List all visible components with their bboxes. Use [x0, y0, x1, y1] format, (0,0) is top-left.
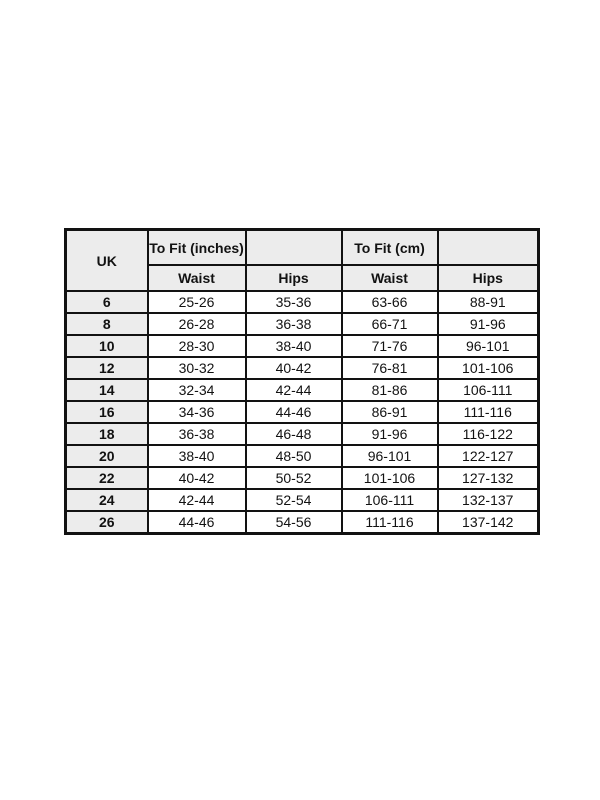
hips-cm-cell: 88-91 [438, 291, 539, 313]
uk-size-cell: 20 [66, 445, 148, 467]
header-to-fit-cm: To Fit (cm) [342, 230, 438, 266]
hips-inches-cell: 54-56 [246, 511, 342, 533]
table-row [66, 445, 539, 467]
waist-inches-cell: 40-42 [148, 467, 246, 489]
hips-inches-cell: 52-54 [246, 489, 342, 511]
hips-cm-cell: 106-111 [438, 379, 539, 401]
hips-inches-cell: 46-48 [246, 423, 342, 445]
waist-inches-cell: 26-28 [148, 313, 246, 335]
waist-inches-cell: 38-40 [148, 445, 246, 467]
waist-inches-cell: 28-30 [148, 335, 246, 357]
uk-size-cell: 26 [66, 511, 148, 533]
uk-size-cell: 22 [66, 467, 148, 489]
table-row [66, 291, 539, 313]
size-chart-table [64, 228, 540, 535]
waist-inches-cell: 32-34 [148, 379, 246, 401]
hips-cm-cell: 91-96 [438, 313, 539, 335]
hips-cm-cell: 132-137 [438, 489, 539, 511]
hips-cm-cell: 101-106 [438, 357, 539, 379]
waist-inches-cell: 34-36 [148, 401, 246, 423]
waist-inches-cell: 30-32 [148, 357, 246, 379]
uk-size-cell: 8 [66, 313, 148, 335]
waist-inches-cell: 25-26 [148, 291, 246, 313]
hips-cm-cell: 127-132 [438, 467, 539, 489]
hips-inches-cell: 35-36 [246, 291, 342, 313]
waist-cm-cell: 81-86 [342, 379, 438, 401]
table-row [66, 489, 539, 511]
waist-cm-cell: 76-81 [342, 357, 438, 379]
uk-size-cell: 6 [66, 291, 148, 313]
hips-inches-cell: 38-40 [246, 335, 342, 357]
uk-size-cell: 18 [66, 423, 148, 445]
uk-size-cell: 10 [66, 335, 148, 357]
waist-cm-cell: 91-96 [342, 423, 438, 445]
waist-cm-cell: 71-76 [342, 335, 438, 357]
hips-inches-cell: 36-38 [246, 313, 342, 335]
table-row [66, 313, 539, 335]
header-uk: UK [66, 230, 148, 292]
table-row [66, 379, 539, 401]
hips-inches-cell: 42-44 [246, 379, 342, 401]
header-empty-above-hips-inches [246, 230, 342, 266]
waist-inches-cell: 42-44 [148, 489, 246, 511]
hips-inches-cell: 48-50 [246, 445, 342, 467]
header-to-fit-inches: To Fit (inches) [148, 230, 246, 266]
header-waist-cm: Waist [342, 265, 438, 291]
waist-cm-cell: 106-111 [342, 489, 438, 511]
hips-inches-cell: 50-52 [246, 467, 342, 489]
table-row [66, 423, 539, 445]
table-row [66, 335, 539, 357]
hips-inches-cell: 44-46 [246, 401, 342, 423]
table-row [66, 467, 539, 489]
waist-cm-cell: 86-91 [342, 401, 438, 423]
waist-inches-cell: 44-46 [148, 511, 246, 533]
uk-size-cell: 24 [66, 489, 148, 511]
hips-cm-cell: 116-122 [438, 423, 539, 445]
table-row [66, 511, 539, 533]
waist-cm-cell: 96-101 [342, 445, 438, 467]
hips-inches-cell: 40-42 [246, 357, 342, 379]
header-empty-above-hips-cm [438, 230, 539, 266]
uk-size-cell: 16 [66, 401, 148, 423]
waist-cm-cell: 111-116 [342, 511, 438, 533]
header-waist-inches: Waist [148, 265, 246, 291]
header-hips-inches: Hips [246, 265, 342, 291]
table-row [66, 357, 539, 379]
hips-cm-cell: 96-101 [438, 335, 539, 357]
uk-size-cell: 12 [66, 357, 148, 379]
group-header-row [66, 230, 539, 266]
hips-cm-cell: 111-116 [438, 401, 539, 423]
waist-cm-cell: 101-106 [342, 467, 438, 489]
hips-cm-cell: 122-127 [438, 445, 539, 467]
hips-cm-cell: 137-142 [438, 511, 539, 533]
waist-cm-cell: 63-66 [342, 291, 438, 313]
header-hips-cm: Hips [438, 265, 539, 291]
waist-cm-cell: 66-71 [342, 313, 438, 335]
size-chart-container [64, 228, 540, 535]
uk-size-cell: 14 [66, 379, 148, 401]
waist-inches-cell: 36-38 [148, 423, 246, 445]
table-row [66, 401, 539, 423]
